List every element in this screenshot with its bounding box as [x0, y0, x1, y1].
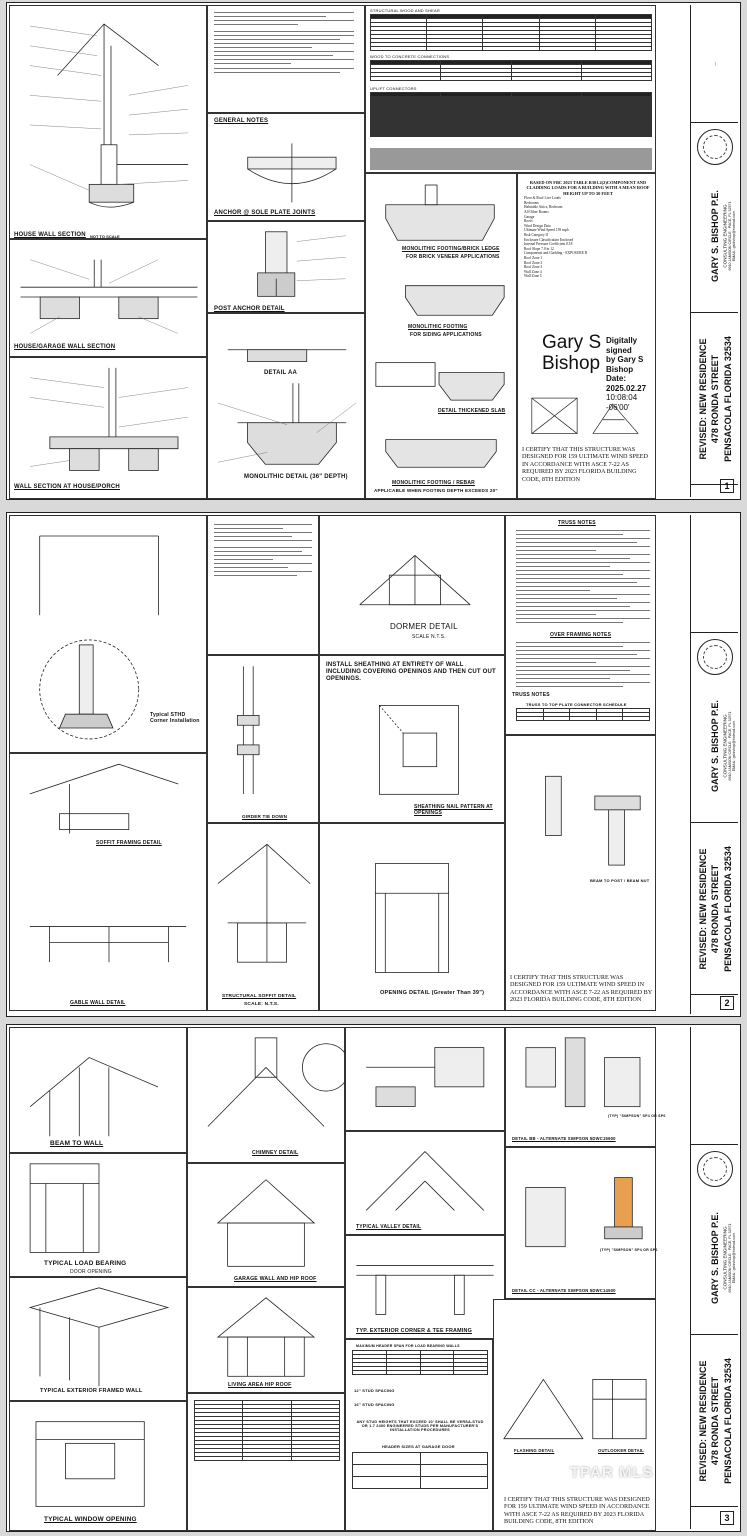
- dormer-cell: [319, 515, 505, 655]
- engineer-seal-icon-2: [697, 639, 733, 675]
- project-line2-1: 478 RONDA STREET: [710, 354, 721, 443]
- truss-plate-schedule-label: TRUSS TO TOP PLATE CONNECTOR SCHEDULE: [526, 702, 627, 707]
- engineer-seal-icon: [697, 129, 733, 165]
- signature-name-line1: Gary S: [542, 332, 602, 353]
- soffit-gable-cell: [9, 753, 207, 1011]
- wall-section-porch-drawing: [10, 358, 206, 498]
- header-span-cell: [187, 1393, 345, 1531]
- design-data-row: Risk Category II: [524, 232, 548, 237]
- flashing-detail-label: FLASHING DETAIL: [514, 1448, 555, 1453]
- project-line2-3: 478 RONDA STREET: [710, 1376, 721, 1465]
- titleblock-3: [690, 1027, 738, 1529]
- design-data-row: Roofs: [524, 219, 533, 224]
- detail-thickened-slab-label: DETAIL THICKENED SLAB: [438, 408, 506, 414]
- header-span-table: [194, 1400, 340, 1461]
- project-line1-2: REVISED: NEW RESIDENCE: [698, 847, 709, 970]
- detail-cc-cell: [505, 1147, 656, 1299]
- signature-info-line2: by Gary S Bishop: [606, 355, 644, 374]
- sheet-3-drawing-area: [9, 1027, 688, 1529]
- girder-tie-cell: [207, 655, 319, 823]
- design-data-title: BASED ON FBC 2023 TABLE R301.2(2)COMPONENT AND CLADDING LOADS FOR A BUILDING WITH A MEAN ROOF HEIGHT UP TO 30 FEET: [526, 180, 650, 196]
- design-data-row: Floor & Roof Live Loads: [524, 196, 561, 201]
- design-data-row: Bedrooms: [524, 200, 539, 205]
- titleblock-1: [690, 5, 738, 497]
- monolithic-footing-rebar-label: MONOLITHIC FOOTING / REBAR: [392, 480, 475, 486]
- structural-wood-table: [370, 14, 652, 51]
- detail-cc-label: DETAIL CC - ALTERNATE SIMPSON 5DWC14500: [512, 1288, 616, 1293]
- flashing-outlooker-cell: [493, 1299, 656, 1531]
- stud-spacing-cell: [345, 1339, 493, 1531]
- beam-to-wall-cell: [9, 1027, 187, 1153]
- garage-hip-drawing: [188, 1164, 344, 1286]
- structural-notes-text: [214, 12, 354, 76]
- typical-valley-label: TYPICAL VALLEY DETAIL: [356, 1224, 422, 1230]
- design-data-row: Habitable Attics, Bedroom: [524, 205, 563, 210]
- sheet-number-1: 1: [720, 479, 734, 493]
- gable-wall-detail-label: GABLE WALL DETAIL: [70, 1000, 126, 1006]
- firm-email-1: EMAIL: gsbishop@hotmail.com: [732, 211, 737, 262]
- over-framing-notes-label: OVER FRAMING NOTES: [550, 632, 612, 638]
- opening-detail-cell: [319, 823, 505, 1011]
- design-data-row: Garage: [524, 214, 535, 219]
- typical-exterior-framed-label: TYPICAL EXTERIOR FRAMED WALL: [40, 1388, 143, 1394]
- firm-addr-2: 6910 JAMISON CIRCLE · PACE, FL 32571: [728, 711, 733, 781]
- garage-hip-cell: [187, 1163, 345, 1287]
- truss-plate-cell: [345, 1027, 505, 1131]
- stud-note-label: ANY STUD HEIGHTS THAT EXCEED 10' SHALL BE VERSA-STUD OR 1.7 2400 ENGINEERED STUDS PER MANUFACTURER'S INSTALLATION PROCEDURES: [356, 1420, 484, 1432]
- soffit-framing-label: SOFFIT FRAMING DETAIL: [96, 840, 162, 846]
- stud-spacing-16-label: 16" STUD SPACING: [354, 1402, 395, 1407]
- design-data-cell: [517, 173, 656, 499]
- firm-sub-3: CONSULTING ENGINEERING: [722, 1226, 728, 1290]
- beam-post-drawing: [506, 736, 655, 1010]
- over-framing-notes-text: [516, 642, 650, 690]
- structural-soffit-cell: [207, 823, 319, 1011]
- beam-to-wall-drawing: [10, 1028, 186, 1152]
- firm-email-3: EMAIL: gsbishop@hotmail.com: [732, 1233, 737, 1284]
- design-data-row: Wall Zone 4: [524, 269, 542, 274]
- sheet2-notes-cell: [207, 515, 319, 655]
- signature-name: [542, 332, 601, 374]
- certification-text-3: I CERTIFY THAT THIS STRUCTURE WAS DESIGNED FOR 159 ULTIMATE WIND SPEED IN ACCORDANCE WITH ASCE 7-22 AS REQUIRED BY 2023 FLORIDA BUILDING CODE, 8TH EDITION: [504, 1496, 650, 1526]
- project-line1-1: REVISED: NEW RESIDENCE: [698, 337, 709, 460]
- titleblock-2: [690, 515, 738, 1014]
- sheet-2-drawing-area: [9, 515, 688, 1014]
- titleblock-firm-1: [691, 123, 738, 313]
- house-wall-section-label: HOUSE WALL SECTION: [14, 232, 86, 238]
- drawing-sheet-2: [6, 512, 741, 1017]
- titleblock-project-3: [691, 1335, 738, 1507]
- design-data-row: Wall Zone 5: [524, 274, 542, 279]
- firm-addr-3: 6910 JAMISON CIRCLE · PACE, FL 32571: [728, 1223, 733, 1293]
- sheet-number-2: 2: [720, 996, 734, 1010]
- detail-bb-cell: [505, 1027, 666, 1147]
- sheet2-notes-text: [214, 524, 312, 579]
- titleblock-firm-3: [691, 1145, 738, 1335]
- house-wall-section-drawing: [10, 6, 206, 238]
- watermark-text: TPAR MLS: [570, 1464, 654, 1481]
- house-garage-wall-section-cell: [9, 239, 207, 357]
- design-data-row: Ultimate Wind Speed 159 mph: [524, 228, 569, 233]
- chimney-drawing: [188, 1028, 344, 1162]
- chimney-cell: [187, 1027, 345, 1163]
- firm-name-3: GARY S. BISHOP P.E.: [709, 1212, 720, 1305]
- stud-spacing-table: [352, 1350, 488, 1375]
- firm-name-2: GARY S. BISHOP P.E.: [709, 700, 720, 793]
- shaded-note-block: [370, 148, 652, 170]
- truss-plate-drawing: [346, 1028, 504, 1130]
- firm-name-1: GARY S. BISHOP P.E.: [709, 190, 720, 283]
- uplift-connectors-table: [370, 92, 652, 137]
- drawing-sheet-3: [6, 1024, 741, 1532]
- window-opening-drawing: [10, 1402, 186, 1530]
- general-notes-label: GENERAL NOTES: [214, 118, 269, 124]
- project-line3-3: PENSACOLA FLORIDA 32534: [722, 1357, 733, 1484]
- living-area-hip-label: LIVING AREA HIP ROOF: [228, 1382, 292, 1388]
- structural-wood-shear-label: STRUCTURAL WOOD AND SHEAR: [370, 8, 440, 13]
- project-line3-2: PENSACOLA FLORIDA 32534: [722, 845, 733, 972]
- design-data-row: Roof Zone 2: [524, 260, 543, 265]
- corner-tee-cell: [345, 1235, 505, 1339]
- dormer-scale-label: SCALE N.T.S.: [412, 634, 446, 640]
- structural-soffit-label: STRUCTURAL SOFFIT DETAIL: [222, 994, 297, 999]
- load-bearing-cell: [9, 1153, 187, 1277]
- typical-sthd-label: Typical STHD Corner Installation: [150, 712, 200, 724]
- certification-text-1: I CERTIFY THAT THIS STRUCTURE WAS DESIGNED FOR 159 ULTIMATE WIND SPEED IN ACCORDANCE WITH ASCE 7-22 AS REQUIRED BY 2023 FLORIDA BUILDING CODE, 8TH EDITION: [522, 446, 648, 483]
- not-to-scale-note: NOT TO SCALE: [90, 234, 120, 239]
- sheathing-nail-label: SHEATHING NAIL PATTERN AT OPENINGS: [414, 804, 493, 816]
- certification-text-2: I CERTIFY THAT THIS STRUCTURE WAS DESIGNED FOR 159 ULTIMATE WIND SPEED IN ACCORDANCE WITH ASCE 7-22 AS REQUIRED BY 2023 FLORIDA BUILDING CODE, 8TH EDITION: [510, 974, 652, 1004]
- firm-addr-1: 6910 JAMISON CIRCLE · PACE, FL 32571: [728, 201, 733, 271]
- uplift-connectors-label: UPLIFT CONNECTORS: [370, 86, 417, 91]
- detail-cc-drawing: [506, 1148, 655, 1298]
- header-sizes-label: HEADER SIZES AT GARAGE DOOR: [382, 1444, 455, 1449]
- titleblock-fine-print: —: [712, 61, 717, 66]
- typical-window-opening-label: TYPICAL WINDOW OPENING: [44, 1516, 137, 1523]
- project-line3-1: PENSACOLA FLORIDA 32534: [722, 335, 733, 462]
- engineer-seal-icon-3: [697, 1151, 733, 1187]
- connector-tables-cell: [365, 5, 656, 173]
- design-data-row: Components and Cladding - EXPOSURE B: [524, 251, 588, 256]
- exterior-framed-cell: [9, 1277, 187, 1401]
- valley-drawing: [346, 1132, 504, 1234]
- sole-plate-anchor-drawing: [208, 114, 364, 220]
- install-sheathing-note: INSTALL SHEATHING AT ENTIRETY OF WALL INCLUDING COVERING OPENINGS AND THEN CUT OUT OPENINGS.: [326, 662, 496, 682]
- typical-load-bearing-label: TYPICAL LOAD BEARING: [44, 1260, 127, 1267]
- detail-aa-label: DETAIL AA: [264, 370, 298, 376]
- design-data-row: All Other Rooms: [524, 210, 549, 214]
- titleblock-notes-1: [691, 5, 738, 123]
- opening-detail-drawing: [320, 824, 504, 1010]
- monolithic-detail-label: MONOLITHIC DETAIL (36" DEPTH): [244, 474, 348, 480]
- outlooker-detail-label: OUTLOOKER DETAIL: [598, 1448, 644, 1453]
- truss-plate-table: [516, 708, 650, 721]
- titleblock-notes-2: [691, 515, 738, 633]
- design-data-row: Roof Zone 1: [524, 255, 543, 260]
- dormer-detail-label: DORMER DETAIL: [390, 622, 458, 631]
- house-garage-wall-section-label: HOUSE/GARAGE WALL SECTION: [14, 344, 116, 350]
- sheet-1-drawing-area: [9, 5, 688, 497]
- detail-aa-cell: [207, 313, 365, 499]
- design-data-row: Roof Slope 7.0 in 12: [524, 246, 554, 251]
- living-hip-cell: [187, 1287, 345, 1393]
- beam-to-post-label: BEAM TO POST / BEAM NUT: [590, 878, 650, 883]
- firm-sub-2: CONSULTING ENGINEERING: [722, 714, 728, 778]
- wood-to-concrete-table: [370, 60, 652, 81]
- sheathing-drawing: [320, 656, 504, 822]
- monolithic-footing-brick-label: MONOLITHIC FOOTING/BRICK LEDGE: [402, 246, 500, 252]
- beam-post-cell: [505, 735, 656, 1011]
- chimney-detail-label: CHIMNEY DETAIL: [252, 1150, 299, 1156]
- door-opening-label: DOOR OPENING: [70, 1269, 112, 1275]
- header-sizes-table: [352, 1452, 488, 1489]
- firm-email-2: EMAIL: gsbishop@hotmail.com: [732, 721, 737, 772]
- titleblock-project-2: [691, 823, 738, 995]
- design-data-row: Roof Zone 3: [524, 265, 543, 270]
- wall-section-porch-cell: [9, 357, 207, 499]
- titleblock-project-1: [691, 313, 738, 485]
- anchor-sole-plate-label: ANCHOR @ SOLE PLATE JOINTS: [214, 210, 316, 216]
- exterior-framed-drawing: [10, 1278, 186, 1400]
- stud-spacing-12-label: 12" STUD SPACING: [354, 1388, 395, 1393]
- signature-info-line3: Date: 2025.02.27: [606, 374, 647, 393]
- titleblock-notes-3: [691, 1027, 738, 1145]
- design-data-row: Internal Pressure Coefficient 0.18: [524, 242, 573, 247]
- wood-to-concrete-label: WOOD TO CONCRETE CONNECTIONS: [370, 54, 450, 59]
- design-data-row: Wind Design Data: [524, 223, 551, 228]
- truss-notes-text: [516, 530, 650, 626]
- structural-notes-cell: [207, 5, 365, 113]
- detail-bb-drawing: [506, 1028, 655, 1146]
- for-brick-veneer-label: FOR BRICK VENEER APPLICATIONS: [406, 254, 500, 260]
- house-garage-wall-section-drawing: [10, 240, 206, 356]
- detail-bb-label: DETAIL BB - ALTERNATE SIMPSON 5DWC15600: [512, 1136, 616, 1141]
- design-data-rows: [524, 196, 652, 279]
- truss-notes-2-label: TRUSS NOTES: [512, 692, 550, 698]
- opening-detail-label: OPENING DETAIL (Greater Than 39"): [380, 990, 485, 996]
- for-siding-label: FOR SIDING APPLICATIONS: [410, 332, 482, 338]
- corner-tee-drawing: [346, 1236, 504, 1338]
- house-wall-section-cell: [9, 5, 207, 239]
- post-anchor-detail-label: POST ANCHOR DETAIL: [214, 306, 285, 312]
- titleblock-firm-2: [691, 633, 738, 823]
- detail-aa-drawing: [208, 314, 364, 498]
- living-hip-drawing: [188, 1288, 344, 1392]
- sheet-number-3: 3: [720, 1511, 734, 1525]
- typ-exterior-corner-label: TYP. EXTERIOR CORNER & TEE FRAMING: [356, 1328, 473, 1334]
- sheathing-cell: [319, 655, 505, 823]
- firm-sub-1: CONSULTING ENGINEERING: [722, 204, 728, 268]
- truss-notes-cell: [505, 515, 656, 735]
- drawing-sheet-1: [6, 2, 741, 500]
- typ-simpson-1-label: (TYP) "SIMPSON" SP4 OR SP6: [608, 1114, 666, 1118]
- footing-details-cell: [365, 173, 517, 499]
- structural-soffit-scale: SCALE: N.T.S.: [244, 1002, 279, 1007]
- soffit-gable-drawing: [10, 754, 206, 1010]
- project-line2-2: 478 RONDA STREET: [710, 864, 721, 953]
- general-notes-cell: [207, 113, 365, 221]
- max-header-span-label: MAXIMUM HEADER SPAN FOR LOAD BEARING WALLS: [356, 1344, 460, 1348]
- truss-notes-label: TRUSS NOTES: [558, 520, 596, 526]
- post-anchor-cell: [207, 221, 365, 313]
- girder-tie-down-label: GIRDER TIE DOWN: [242, 814, 288, 819]
- signature-info-line1: Digitally signed: [606, 336, 638, 355]
- window-opening-cell: [9, 1401, 187, 1531]
- valley-cell: [345, 1131, 505, 1235]
- signature-info-line4: 10:08:04 -06'00': [606, 393, 638, 412]
- garage-wall-hip-label: GARAGE WALL AND HIP ROOF: [234, 1276, 317, 1282]
- project-line1-3: REVISED: NEW RESIDENCE: [698, 1359, 709, 1482]
- applicable-when-label: APPLICABLE WHEN FOOTING DEPTH EXCEEDS 20": [374, 488, 498, 493]
- design-data-row: Enclosure Classification Enclosed: [524, 237, 574, 242]
- beam-to-wall-label: BEAM TO WALL: [50, 1140, 104, 1147]
- typ-simpson-2-label: (TYP) "SIMPSON" SP4 OR SP6: [600, 1248, 658, 1252]
- load-bearing-drawing: [10, 1154, 186, 1276]
- signature-name-line2: Bishop: [542, 353, 601, 374]
- post-anchor-drawing: [208, 222, 364, 312]
- monolithic-footing-siding-label: MONOLITHIC FOOTING: [408, 324, 468, 330]
- wall-section-porch-label: WALL SECTION AT HOUSE/PORCH: [14, 484, 120, 490]
- structural-soffit-drawing: [208, 824, 318, 1010]
- sthd-cell: [9, 515, 207, 753]
- signature-info: [606, 336, 655, 412]
- girder-tie-drawing: [208, 656, 318, 822]
- design-data-block: [524, 180, 652, 279]
